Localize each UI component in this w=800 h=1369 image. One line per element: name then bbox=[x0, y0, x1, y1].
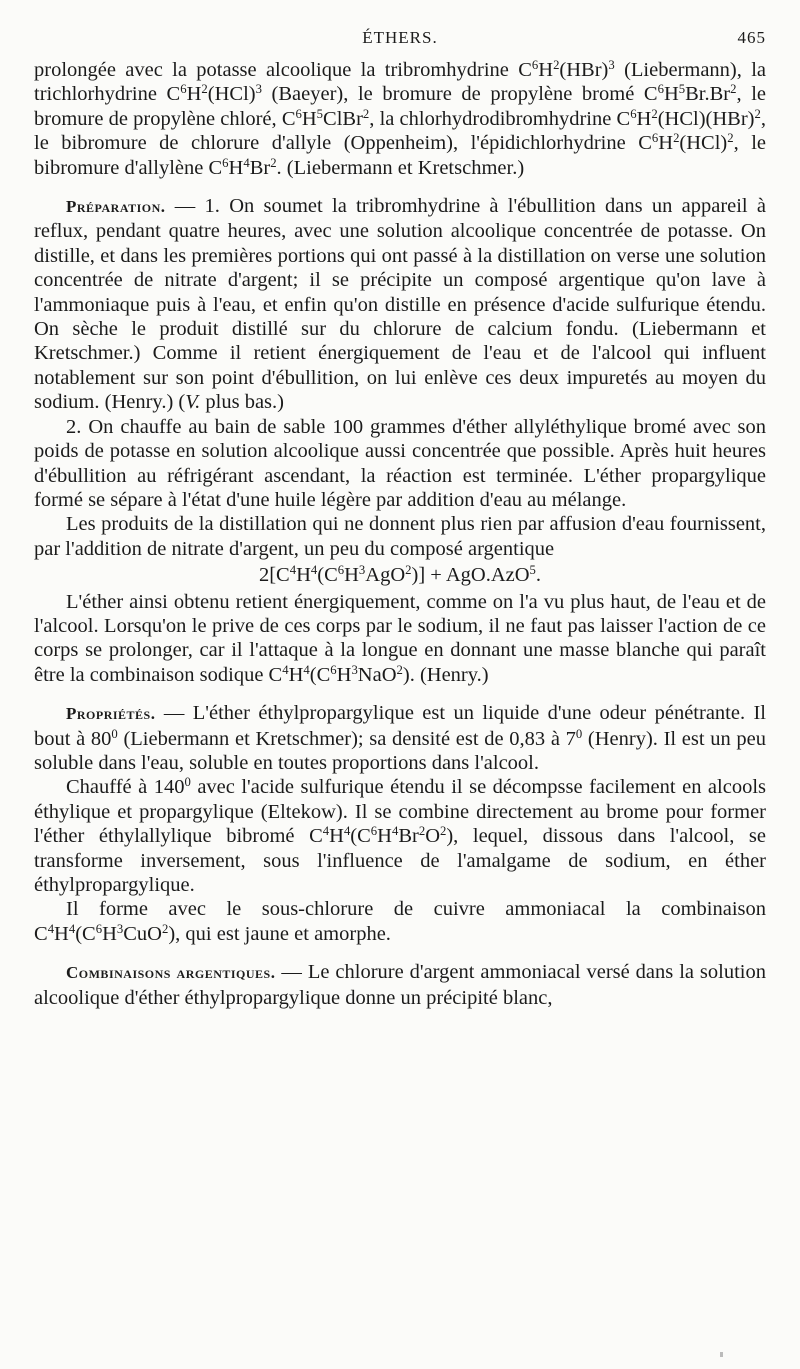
paragraph-intro: prolongée avec la potasse alcoolique la tribromhydrine $C^6H^2(HBr)^3$ (Liebermann), la trichlorhydrine $C^6H^2(HCl)^3$ (Baeyer), le bromure de propylène bromé $C^6H^5Br.Br^2$, le bromure de propylène chloré, $C^6H^5ClBr^2$, la chlorhydrodibromhydrine $C^6H^2(HCl)(HBr)^2$, le bibromure de chlorure d'allyle (Oppenheim), l'épidichlorhydrine $C^6H^2(HCl)^2$, le bibromure d'allylène $C^6H^4Br^2$. (Liebermann et Kretschmer.) bbox=[34, 58, 767, 179]
paragraph-preparation-1 bbox=[34, 194, 766, 415]
silver-combinations-text: — Le chlorure d'argent ammoniacal versé dans la solution alcoolique d'éther éthylpropargylique donne un précipité blanc, bbox=[34, 961, 766, 1009]
heading-preparation: Préparation. bbox=[66, 197, 166, 217]
running-title: ÉTHERS. bbox=[362, 28, 438, 47]
body-text bbox=[34, 58, 766, 1010]
paragraph-preparation-2: 2. On chauffe au bain de sable 100 grammes d'éther allyléthylique bromé avec son poids de potasse en solution alcoolique aussi concentrée que possible. Après huit heures d'ébullition au réfrigérant ascendant, la réaction est terminée. L'éther propargylique formé se sépare à l'état d'une huile légère par addition d'eau au mélange. bbox=[34, 415, 766, 511]
heading-silver-combinations: Combinaisons argentiques. bbox=[66, 963, 276, 983]
paragraph-properties-2: Chauffé à $140^0$ avec l'acide sulfurique étendu il se décompsse facilement en alcools éthylique et propargylique (Eltekow). Il se combine directement au brome pour former l'éther éthylallylique bibromé $C^4H^4(C^6H^4Br^2O^2)$, lequel, dissous dans l'alcool, se transforme inversement, sous l'influence de l'amalgame de sodium, en éther éthylpropargylique. bbox=[34, 775, 766, 896]
paragraph-silver-combinations bbox=[34, 960, 766, 1010]
page-number: 465 bbox=[737, 28, 766, 47]
properties-1-text: — L'éther éthylpropargylique est un liquide d'une odeur pénétrante. Il bout à $80^0$ (Liebermann et Kretschmer); sa densité est de 0,83 à $7^0$ (Henry). Il est un peu soluble dans l'eau, soluble en toutes proportions dans l'alcool. bbox=[34, 702, 766, 774]
paragraph-preparation-3: Les produits de la distillation qui ne donnent plus rien par affusion d'eau fournissent, par l'addition de nitrate d'argent, un peu du composé argentique bbox=[34, 513, 766, 560]
paragraph-preparation-4: L'éther ainsi obtenu retient énergiquement, comme on l'a vu plus haut, de l'eau et de l'alcool. Lorsqu'on le prive de ces corps par le sodium, il ne faut pas laisser l'action de ce corps se prolonger, car il l'attaque à la longue en donnant une masse blanche qui paraît être la combinaison sodique $C^4H^4(C^6H^3NaO^2)$. (Henry.) bbox=[34, 590, 766, 686]
print-speck bbox=[720, 1352, 723, 1357]
formula-silver-compound: $2[C^4H^4(C^6H^3AgO^2)] + AgO.AzO^5$. bbox=[258, 563, 542, 587]
paragraph-properties-1 bbox=[34, 701, 766, 775]
paragraph-properties-3: Il forme avec le sous-chlorure de cuivre ammoniacal la combinaison $C^4H^4(C^6H^3CuO^2)$, qui est jaune et amorphe. bbox=[34, 898, 766, 945]
preparation-1-text: — 1. On soumet la tribromhydrine à l'ébullition dans un appareil à reflux, pendant quatre heures, avec une solution alcoolique concentrée de potasse. On distille, et dans les premières portions qui ont passé à la distillation on verse une solution concentrée de nitrate d'argent; il se précipite un composé argentique qu'on lave à l'ammoniaque puis à l'eau, et enfin qu'on distille en présence d'acide sulfurique étendu. On sèche le produit distillé sur du chlorure de calcium fondu. (Liebermann et Kretschmer.) Comme il retient énergiquement de l'eau et de l'alcool qui influent notablement sur son point d'ébullition, on lui enlève ces deux impuretés au moyen du sodium. (Henry.) (V. plus bas.) bbox=[34, 195, 766, 414]
running-header bbox=[34, 18, 766, 58]
heading-properties: Propriétés. bbox=[66, 704, 156, 724]
